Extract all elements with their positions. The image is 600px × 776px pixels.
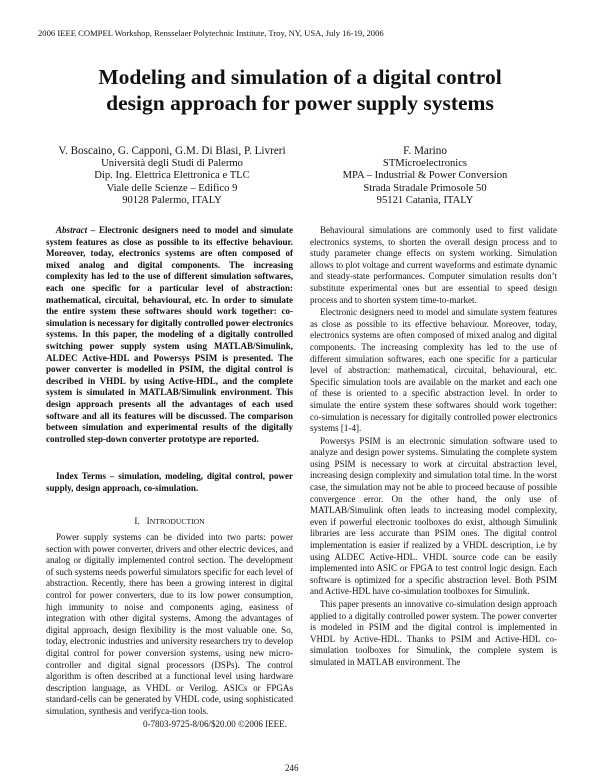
left-column <box>46 225 293 718</box>
section-title-initial: I <box>146 516 150 527</box>
paragraph: Behavioural simulations are commonly used to first validate electronics systems, to shorten the overall design process and to study parameter change effects on system working. Simulation allows to plot voltage and current waveforms and estimate dynamic and steady-state performances. Computer simulation results don’t substitute experimental ones but are essential to speed design process and to shorten system time-to-market. <box>310 225 557 305</box>
affiliation-line: Dip. Ing. Elettrica Elettronica e TLC <box>94 170 250 182</box>
affiliation-line: Viale delle Scienze – Edifico 9 <box>106 182 238 194</box>
paper-title <box>30 64 570 116</box>
intro-paragraph <box>46 532 293 718</box>
section-number: I. <box>134 516 140 527</box>
section-heading-introduction <box>46 516 293 528</box>
title-line-2: design approach for power supply systems <box>106 91 494 115</box>
affiliation-line: 95121 Catania, ITALY <box>376 195 474 207</box>
affiliation-line: Università degli Studi di Palermo <box>101 157 243 169</box>
index-terms <box>46 471 293 494</box>
copyright-notice: 0-7803-9725-8/06/$20.00 ©2006 IEEE. <box>143 719 287 729</box>
index-terms-text: simulation, modeling, digital control, power supply, design approach, co-simulation. <box>46 471 293 493</box>
page-number: 246 <box>285 763 299 773</box>
conference-header: 2006 IEEE COMPEL Workshop, Rensselaer Polytechnic Institute, Troy, NY, USA, July 16-19, 2006 <box>38 28 384 38</box>
author-names-left: V. Boscaino, G. Capponi, G.M. Di Blasi, P. Livreri <box>58 145 286 157</box>
affiliation-line: MPA – Industrial & Power Conversion <box>342 170 508 182</box>
author-names-right: F. Marino <box>403 145 447 157</box>
affiliation-line: 90128 Palermo, ITALY <box>122 195 222 207</box>
affiliation-line: STMicroelectronics <box>382 157 468 169</box>
paragraph: Power supply systems can be divided into two parts: power section with power converter, drivers and other electric devices, and analog or digitally implemented control section. The development of such systems needs powerful simulators specific for each level of abstraction. Recently, there has been a growing interest in digital control for power converters, due to its low power consumption, high immunity to noise and components aging, easiness of integration with other digital systems. Among the advantages of digital approach, design flexibility is the most valuable one. So, today, electronic industries and university researchers try to develop digital control for power conversion systems, using new micro-controller and digital signal processors (DSPs). The control algorithm is often described at a functional level using hardware description language, as VHDL or Verilog. ASICs or FPGAs standard-cells can be generated by VHDL code, using sophisticated simulation, synthesis and verifyca-tion tools. <box>46 532 293 716</box>
index-terms-label: Index Terms – <box>56 471 115 482</box>
abstract-label: Abstract – <box>56 225 96 235</box>
affiliation-line: Strada Stradale Primosole 50 <box>363 182 487 194</box>
paragraph: This paper presents an innovative co-simulation design approach applied to a digitally controlled power system. The power converter is modeled in PSIM and the digital control is implemented in VHDL by Active-HDL. Thanks to PSIM and Active-HDL co-simulation toolboxes for Simulink, the complete system is simulated in MATLAB environment. The <box>310 599 557 667</box>
right-column <box>310 225 557 669</box>
title-line-1: Modeling and simulation of a digital control <box>98 65 502 89</box>
paragraph: Powersys PSIM is an electronic simulation software used to analyze and design power systems. Simulating the complete system using PSIM is necessary to work at circuital abstraction level, increasing design complexity and simulation total time. In the worst case, the simulation may not be able to proceed because of possible convergence error. On the other hand, the only use of MATLAB/Simulink often leads to increasing model complexity, even if powerful electronic toolboxes do exist, although Simulink libraries are less accurate than PSIM ones. The digital control implementation is easier if realized by a VHDL description, i.e by using ALDEC Active-HDL. VHDL source code can be easily implemented into ASIC or FPGA to test control logic design. Each software is optimized for a specific abstraction level. Both PSIM and Active-HDL have co-simulation toolboxes for Simulink. <box>310 435 557 597</box>
authors-right <box>300 145 550 208</box>
authors-left <box>22 145 322 208</box>
section-title-rest: NTRODUCTION <box>149 517 205 527</box>
paragraph: Electronic designers need to model and simulate system features as close as possible to its effective behaviour. Moreover, today, electronics systems are often composed of mixed analog and digital components. The increasing complexity has led to the use of different simulation softwares, each one specific for a particular level of abstraction: mathematical, circuital, behavioural, etc. Specific simulation tools are available on the market and each one of these is oriented to a specific abstraction level. In order to simulate the entire system these softwares should work together: co-simulation is necessary for digitally controlled power electronics systems [1-4]. <box>310 307 557 434</box>
abstract-text: Electronic designers need to model and simulate system features as close as possible to its effective behaviour. Moreover, today, electronics systems are often composed of mixed analog and digital components. The increasing complexity has led to the use of different simulation softwares, each one specific for a particular level of abstraction: mathematical, circuital, behavioural, etc. In order to simulate the entire system these softwares should work together: co-simulation is necessary for digitally controlled power electronics systems. In this paper, the modeling of a digitally controlled switching power supply system using MATLAB/Simulink, ALDEC Active-HDL and Powersys PSIM is presented. The power converter is modelled in PSIM, the digital control is described in VHDL by using Active-HDL, and the complete system is simulated in MATLAB/Simulink environment. This design approach presents all the advantages of each used software and all its features will be discussed. The comparison between simulation and experimental results of the digitally controlled step-down converter prototype are reported. <box>46 225 293 444</box>
abstract <box>46 225 293 445</box>
